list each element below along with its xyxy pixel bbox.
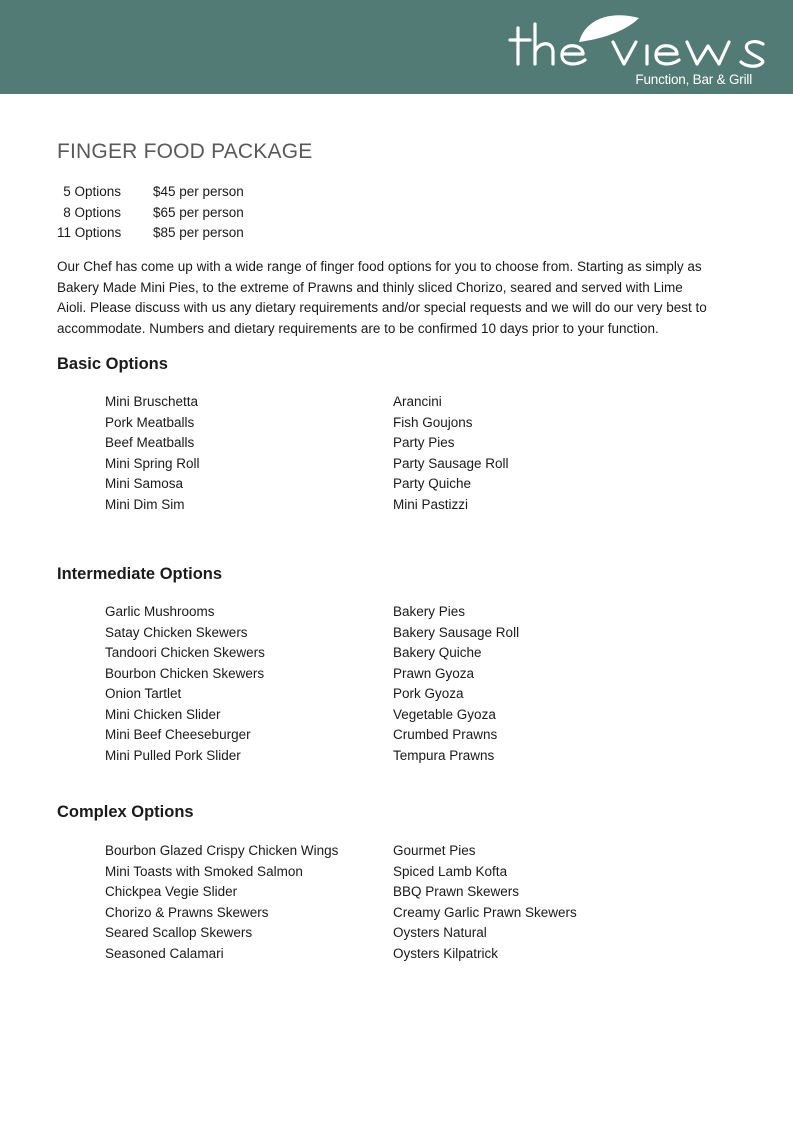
basic-options-list	[105, 392, 693, 515]
menu-item: Tandoori Chicken Skewers	[105, 645, 265, 660]
menu-item: Mini Pulled Pork Slider	[105, 747, 241, 763]
intermediate-options-heading: Intermediate Options	[57, 565, 223, 583]
price-per-person: $65 per person	[153, 204, 244, 220]
menu-item: Creamy Garlic Prawn Skewers	[393, 904, 577, 920]
menu-item: Chickpea Vegie Slider	[105, 884, 238, 899]
menu-item: Mini Toasts with Smoked Salmon	[105, 863, 303, 879]
menu-item: Bakery Pies	[393, 604, 466, 619]
menu-item: Mini Spring Roll	[105, 455, 200, 471]
menu-item: Bourbon Chicken Skewers	[105, 665, 265, 681]
option-count: 11 Options	[57, 225, 122, 240]
pricing-table	[57, 182, 244, 244]
menu-item: Mini Beef Cheeseburger	[105, 727, 251, 742]
price-row	[57, 182, 244, 203]
menu-item: Bakery Quiche	[393, 645, 482, 660]
option-count: 8 Options	[63, 204, 121, 220]
menu-item: Mini Pastizzi	[393, 496, 469, 512]
menu-item: Party Quiche	[393, 476, 472, 491]
menu-item: Mini Chicken Slider	[105, 706, 221, 722]
package-title: FINGER FOOD PACKAGE	[57, 140, 313, 163]
logo-subtitle: Function, Bar & Grill	[635, 72, 752, 87]
menu-item: Oysters Kilpatrick	[393, 945, 499, 961]
menu-item: Vegetable Gyoza	[393, 706, 496, 722]
menu-item: Bakery Sausage Roll	[393, 624, 520, 640]
menu-item: Party Pies	[393, 435, 455, 450]
menu-item: Spiced Lamb Kofta	[393, 863, 508, 879]
menu-item: Seasoned Calamari	[105, 945, 224, 961]
menu-item: Gourmet Pies	[393, 843, 476, 858]
menu-item: Tempura Prawns	[393, 747, 495, 763]
menu-item: Oysters Natural	[393, 925, 487, 940]
basic-options-heading: Basic Options	[57, 355, 168, 373]
menu-item: Party Sausage Roll	[393, 455, 509, 471]
menu-item: Mini Bruschetta	[105, 394, 199, 409]
complex-options-heading: Complex Options	[57, 803, 194, 821]
menu-item: Garlic Mushrooms	[105, 604, 215, 619]
complex-options-list	[105, 841, 693, 964]
menu-item: Mini Samosa	[105, 476, 184, 491]
intro-paragraph: Our Chef has come up with a wide range of finger food options for you to choose from. Starting as simply as Bakery Made Mini Pies, to the extreme of Prawns and thinly sliced Chorizo, seared and served with Lime Aioli. Please discuss with us any dietary requirements and/or special requests and we will do our very best to accommodate. Numbers and dietary requirements are to be confirmed 10 days prior to your function.	[57, 259, 707, 336]
logo-wordmark-icon	[505, 8, 780, 70]
menu-item: Beef Meatballs	[105, 435, 195, 450]
menu-item: Pork Gyoza	[393, 686, 464, 701]
menu-item: Onion Tartlet	[105, 686, 182, 701]
menu-item: Crumbed Prawns	[393, 727, 498, 742]
option-count: 5 Options	[63, 184, 121, 199]
price-per-person: $45 per person	[153, 184, 244, 199]
intermediate-options-list	[105, 602, 693, 766]
menu-item: Chorizo & Prawns Skewers	[105, 904, 269, 920]
menu-item: BBQ Prawn Skewers	[393, 884, 520, 899]
menu-item: Pork Meatballs	[105, 414, 195, 430]
price-row	[57, 223, 244, 244]
header-banner	[0, 0, 793, 94]
price-per-person: $85 per person	[153, 225, 244, 240]
menu-item: Fish Goujons	[393, 414, 473, 430]
menu-item: Seared Scallop Skewers	[105, 925, 253, 940]
menu-item: Bourbon Glazed Crispy Chicken Wings	[105, 843, 339, 858]
menu-item: Prawn Gyoza	[393, 665, 475, 681]
price-row	[57, 203, 244, 224]
menu-item: Mini Dim Sim	[105, 496, 185, 512]
the-views-logo	[505, 8, 780, 94]
menu-item: Arancini	[393, 394, 442, 409]
menu-item: Satay Chicken Skewers	[105, 624, 248, 640]
